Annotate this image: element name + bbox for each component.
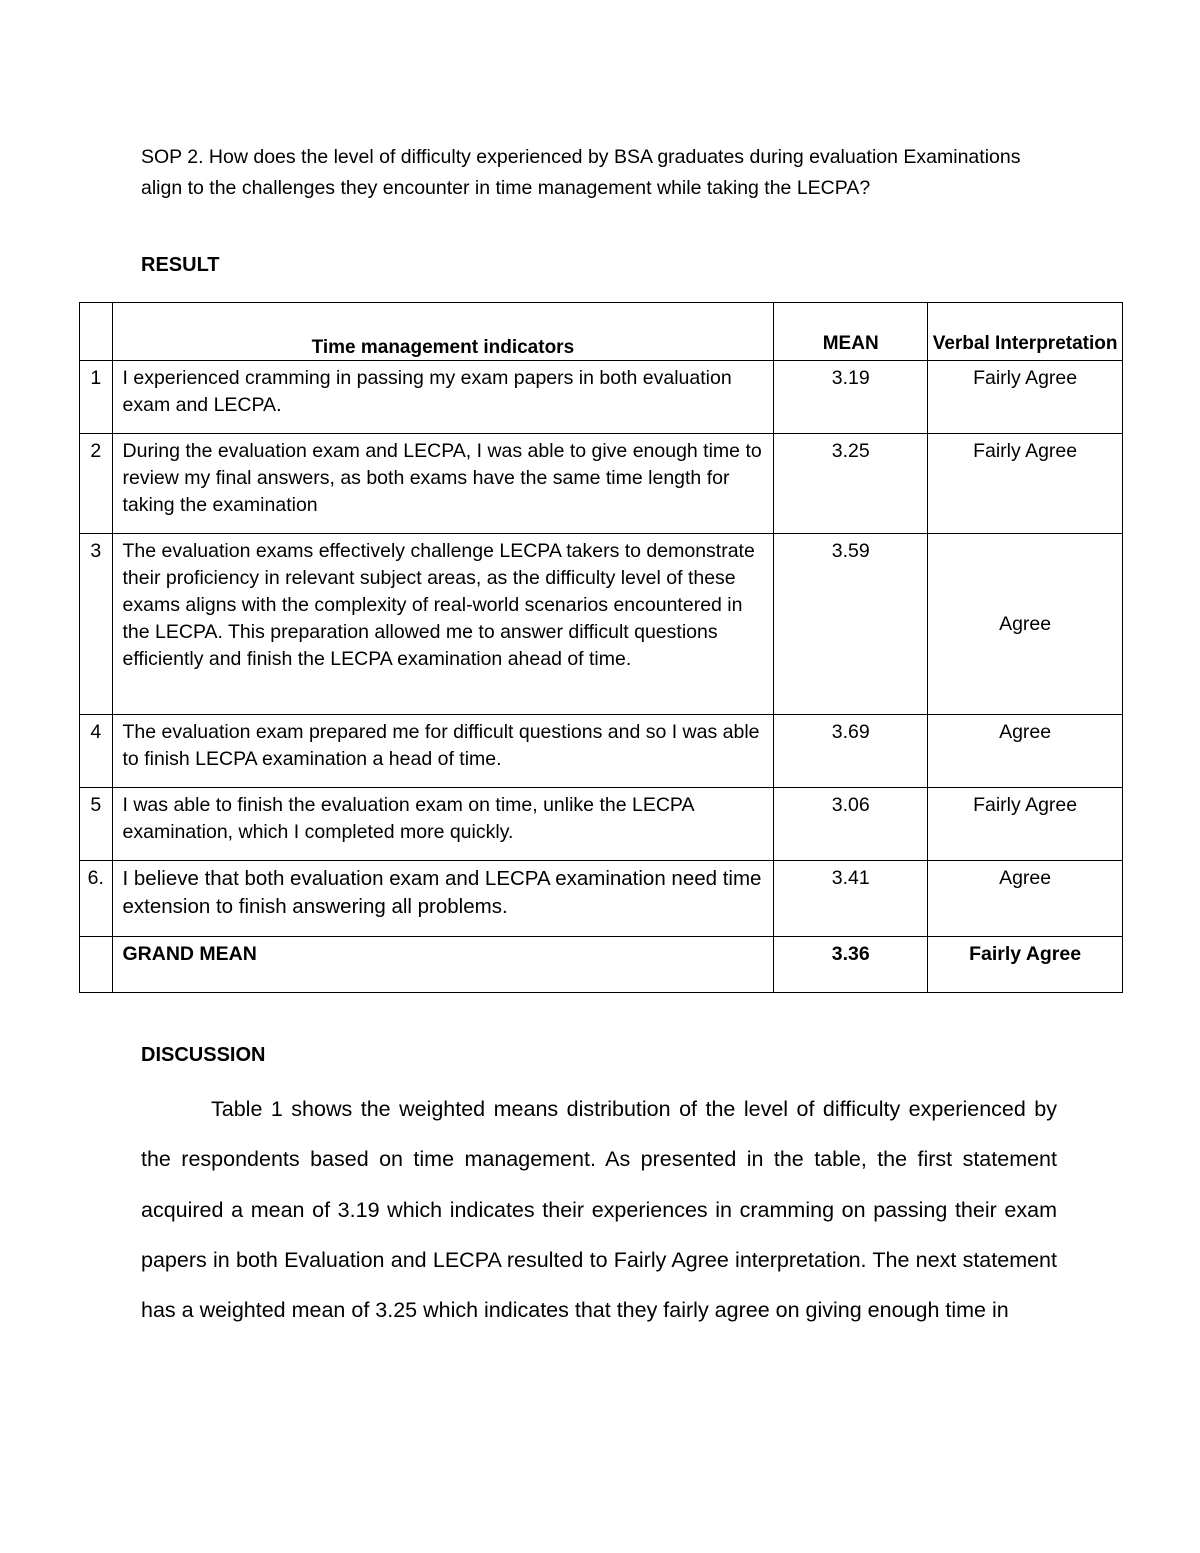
verbal-interpretation: Agree	[928, 534, 1123, 715]
results-table	[79, 302, 1123, 993]
row-number: 4	[80, 715, 113, 788]
verbal-interpretation: Fairly Agree	[928, 434, 1123, 534]
indicator-text: The evaluation exams effectively challenge LECPA takers to demonstrate their proficiency in relevant subject areas, as the difficulty level of these exams aligns with the complexity of real-world scenarios encountered in the LECPA. This preparation allowed me to answer difficult questions efficiently and finish the LECPA examination ahead of time.	[112, 534, 774, 715]
row-number: 6.	[80, 861, 113, 937]
indicator-text: I believe that both evaluation exam and LECPA examination need time extension to finish answering all problems.	[112, 861, 774, 937]
grand-mean-row	[80, 937, 1123, 993]
table-row	[80, 715, 1123, 788]
row-number-empty	[80, 937, 113, 993]
row-number: 5	[80, 788, 113, 861]
row-number: 2	[80, 434, 113, 534]
verbal-interpretation: Fairly Agree	[928, 788, 1123, 861]
row-number: 3	[80, 534, 113, 715]
verbal-interpretation: Fairly Agree	[928, 361, 1123, 434]
mean-value: 3.25	[774, 434, 928, 534]
indicator-text: I experienced cramming in passing my exam papers in both evaluation exam and LECPA.	[112, 361, 774, 434]
mean-header: MEAN	[774, 303, 928, 361]
indicator-header: Time management indicators	[112, 303, 774, 361]
row-number: 1	[80, 361, 113, 434]
table-row	[80, 788, 1123, 861]
verbal-interpretation-header: Verbal Interpretation	[928, 303, 1123, 361]
indicator-text: The evaluation exam prepared me for difficult questions and so I was able to finish LECPA examination a head of time.	[112, 715, 774, 788]
mean-value: 3.69	[774, 715, 928, 788]
result-heading: RESULT	[141, 254, 220, 276]
verbal-interpretation: Agree	[928, 715, 1123, 788]
grand-mean-value: 3.36	[774, 937, 928, 993]
mean-value: 3.41	[774, 861, 928, 937]
mean-value: 3.19	[774, 361, 928, 434]
indicator-text: I was able to finish the evaluation exam on time, unlike the LECPA examination, which I completed more quickly.	[112, 788, 774, 861]
verbal-interpretation: Agree	[928, 861, 1123, 937]
grand-mean-label: GRAND MEAN	[112, 937, 774, 993]
grand-mean-interpretation: Fairly Agree	[928, 937, 1123, 993]
table-row	[80, 361, 1123, 434]
research-question: SOP 2. How does the level of difficulty experienced by BSA graduates during evaluation Examinations align to the challenges they encounter in time management while taking the LECPA?	[141, 146, 1021, 199]
table-row	[80, 861, 1123, 937]
mean-value: 3.06	[774, 788, 928, 861]
discussion-heading: DISCUSSION	[141, 1044, 266, 1066]
table-row	[80, 534, 1123, 715]
table-row	[80, 434, 1123, 534]
discussion-paragraph: Table 1 shows the weighted means distribution of the level of difficulty experienced by the respondents based on time management. As presented in the table, the first statement acquired a mean of 3.19 which indicates their experiences in cramming on passing their exam papers in both Evaluation and LECPA resulted to Fairly Agree interpretation. The next statement has a weighted mean of 3.25 which indicates that they fairly agree on giving enough time in	[141, 1097, 1057, 1323]
mean-value: 3.59	[774, 534, 928, 715]
number-header	[80, 303, 113, 361]
table-header-row	[80, 303, 1123, 361]
indicator-text: During the evaluation exam and LECPA, I was able to give enough time to review my final answers, as both exams have the same time length for taking the examination	[112, 434, 774, 534]
